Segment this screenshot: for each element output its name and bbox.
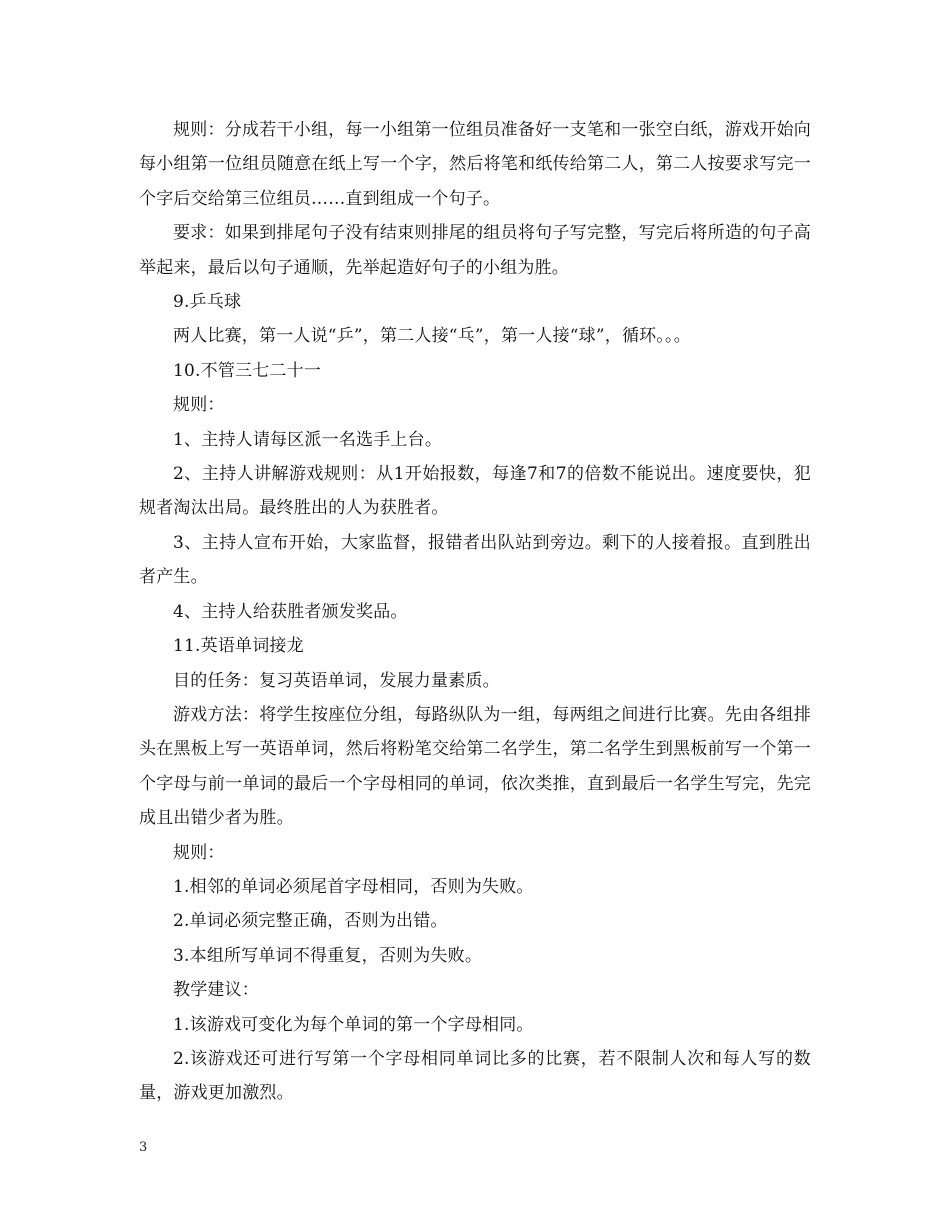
page-number: 3: [139, 1140, 148, 1155]
rule-item-1: 1、主持人请每区派一名选手上台。: [173, 429, 443, 450]
rule-item-english-3: 3.本组所写单词不得重复，否则为失败。: [173, 945, 483, 966]
heading-english-word-chain: 11.英语单词接龙: [173, 636, 304, 657]
rule-item-english-1: 1.相邻的单词必须尾首字母相同，否则为失败。: [173, 876, 534, 897]
document-body: [139, 113, 811, 1111]
heading-ping-pong: 9.乒乓球: [173, 292, 242, 313]
heading-buguan-sanqi: 10.不管三七二十一: [173, 360, 322, 381]
label-rules: 规则：: [173, 395, 225, 416]
paragraph-rules-relay: 规则：分成若干小组，每一小组第一位组员准备好一支笔和一张空白纸，游戏开始向每小组第一位组员随意在纸上写一个字，然后将笔和纸传给第二人，第二人按要求写完一个字后交给第三位组员……直到组成一个句子。: [139, 120, 811, 209]
paragraph-ping-pong-desc: 两人比赛，第一人说“乒”，第二人接“乓”，第一人接“球”，循环。。。: [173, 326, 691, 347]
rule-item-3: 3、主持人宣布开始，大家监督，报错者出队站到旁边。剩下的人接着报。直到胜出者产生。: [139, 532, 811, 588]
label-teaching-suggestions: 教学建议：: [173, 980, 259, 1001]
suggestion-item-1: 1.该游戏可变化为每个单词的第一个字母相同。: [173, 1014, 534, 1035]
rule-item-4: 4、主持人给获胜者颁发奖品。: [173, 601, 408, 622]
paragraph-objective: 目的任务：复习英语单词，发展力量素质。: [173, 670, 500, 691]
rule-item-english-2: 2.单词必须完整正确，否则为出错。: [173, 911, 448, 932]
rule-item-2: 2、主持人讲解游戏规则：从1开始报数，每逢7和7的倍数不能说出。速度要快，犯规者淘汰出局。最终胜出的人为获胜者。: [139, 464, 811, 519]
label-rules-2: 规则：: [173, 842, 225, 863]
suggestion-item-2: 2.该游戏还可进行写第一个字母相同单词比多的比赛，若不限制人次和每人写的数量，游戏更加激烈。: [139, 1048, 811, 1104]
paragraph-requirements: 要求：如果到排尾句子没有结束则排尾的组员将句子写完整，写完后将所造的句子高举起来，最后以句子通顺，先举起造好句子的小组为胜。: [139, 223, 811, 278]
paragraph-game-method: 游戏方法：将学生按座位分组，每路纵队为一组，每两组之间进行比赛。先由各组排头在黑板上写一英语单词，然后将粉笔交给第二名学生，第二名学生到黑板前写一个第一个字母与前一单词的最后一个字母相同的单词，依次类推，直到最后一名学生写完，先完成且出错少者为胜。: [139, 704, 811, 829]
